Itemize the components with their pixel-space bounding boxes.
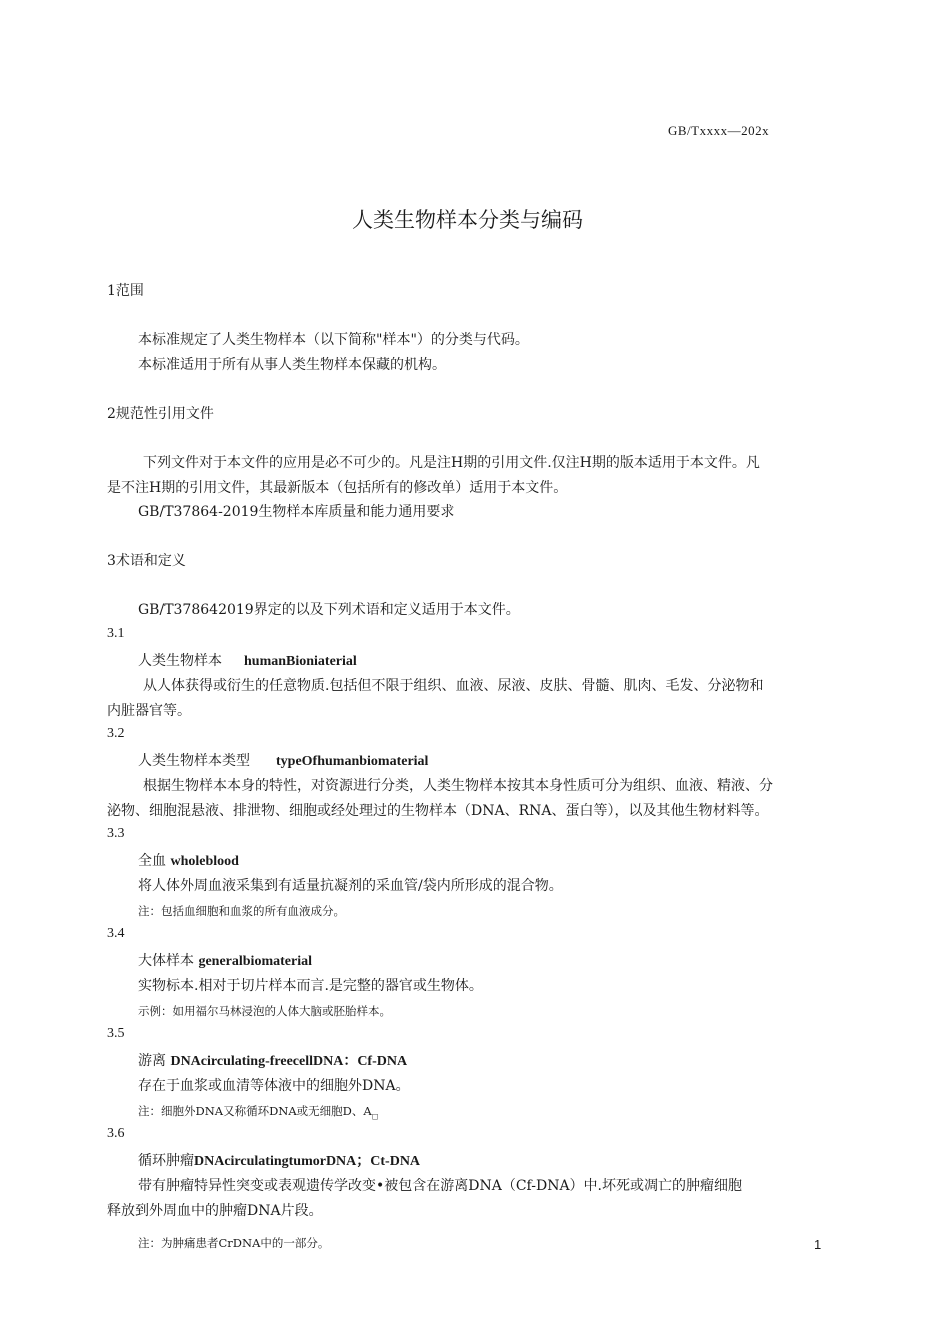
note: 注：为肿痛患者CrDNA中的一部分。: [138, 1236, 330, 1250]
term-line: [138, 751, 428, 772]
paragraph: 本标准适用于所有从事人类生物样本保藏的机构。: [138, 357, 446, 373]
term-line: [138, 1151, 420, 1172]
term-number: 3.3: [107, 826, 125, 841]
definition: 存在于血浆或血清等体液中的细胞外DNA。: [138, 1078, 410, 1094]
term-cn: 全血: [138, 853, 166, 869]
term-number: 3.6: [107, 1126, 125, 1141]
note: 示例：如用福尔马林浸泡的人体大脑或胚胎样本。: [138, 1004, 391, 1018]
definition: 根据生物样本本身的特性，对资源进行分类，人类生物样本按其本身性质可分为组织、血液、精液、分: [143, 778, 773, 794]
term-line: [138, 851, 239, 872]
definition: 带有肿瘤特异性突变或表观遗传学改变•被包含在游离DNA（Cf-DNA）中.坏死或凋亡的肿瘤细胞: [138, 1178, 743, 1194]
definition: 泌物、细胞混悬液、排泄物、细胞或经处理过的生物样本（DNA、RNA、蛋白等），以及其他生物材料等。: [107, 803, 769, 819]
paragraph: GB/T378642019界定的以及下列术语和定义适用于本文件。: [138, 602, 520, 618]
definition: 实物标本.相对于切片样本而言.是完整的器官或生物体。: [138, 978, 483, 994]
term-en: wholeblood: [170, 854, 239, 869]
paragraph: 本标准规定了人类生物样本（以下简称"样本"）的分类与代码。: [138, 332, 529, 348]
paragraph: 是不注H期的引用文件，其最新版本（包括所有的修改单）适用于本文件。: [107, 480, 568, 496]
term-cn: 人类生物样本类型: [138, 753, 250, 769]
definition: 将人体外周血液采集到有适量抗凝剂的采血管/袋内所形成的混合物。: [138, 878, 563, 894]
standard-code: GB/Txxxx—202x: [668, 123, 770, 138]
page-title: 人类生物样本分类与编码: [352, 208, 583, 232]
term-en: typeOfhumanbiomaterial: [276, 754, 429, 769]
term-number: 3.4: [107, 926, 125, 941]
section-heading: 2规范性引用文件: [107, 406, 214, 422]
term-cn: 大体样本: [138, 953, 194, 969]
term-number: 3.5: [107, 1026, 125, 1041]
page-number: 1: [814, 1237, 822, 1252]
term-line: [138, 651, 357, 672]
note-mark: □: [371, 1112, 379, 1121]
term-en: humanBioniaterial: [244, 654, 357, 669]
section-heading: 3术语和定义: [107, 553, 186, 569]
term-cn: 人类生物样本: [138, 653, 222, 669]
term-number: 3.2: [107, 726, 125, 741]
term-en: generalbiomaterial: [198, 954, 312, 969]
definition: 内脏器官等。: [107, 703, 191, 719]
section-heading: 1范围: [107, 283, 144, 299]
term-cn: 循环肿瘤: [138, 1153, 194, 1169]
definition: 从人体获得或衍生的任意物质.包括但不限于组织、血液、尿液、皮肤、骨髓、肌肉、毛发、分泌物和: [143, 678, 764, 694]
paragraph: 下列文件对于本文件的应用是必不可少的。凡是注H期的引用文件.仅注H期的版本适用于本文件。凡: [143, 455, 760, 471]
term-number: 3.1: [107, 626, 125, 641]
definition: 释放到外周血中的肿瘤DNA片段。: [107, 1203, 323, 1219]
term-cn: 游离: [138, 1053, 166, 1069]
term-line: [138, 1051, 407, 1072]
term-en: DNAcirculating-freecellDNA：Cf-DNA: [170, 1054, 408, 1069]
term-line: [138, 951, 312, 972]
reference: GB/T37864-2019生物样本库质量和能力通用要求: [138, 504, 455, 520]
note: 注：包括血细胞和血浆的所有血液成分。: [138, 904, 345, 918]
term-en: DNAcirculatingtumorDNA；Ct-DNA: [194, 1154, 421, 1169]
note-text: 注：细胞外DNA又称循环DNA或无细胞D、A: [138, 1104, 372, 1118]
note: [138, 1103, 378, 1124]
